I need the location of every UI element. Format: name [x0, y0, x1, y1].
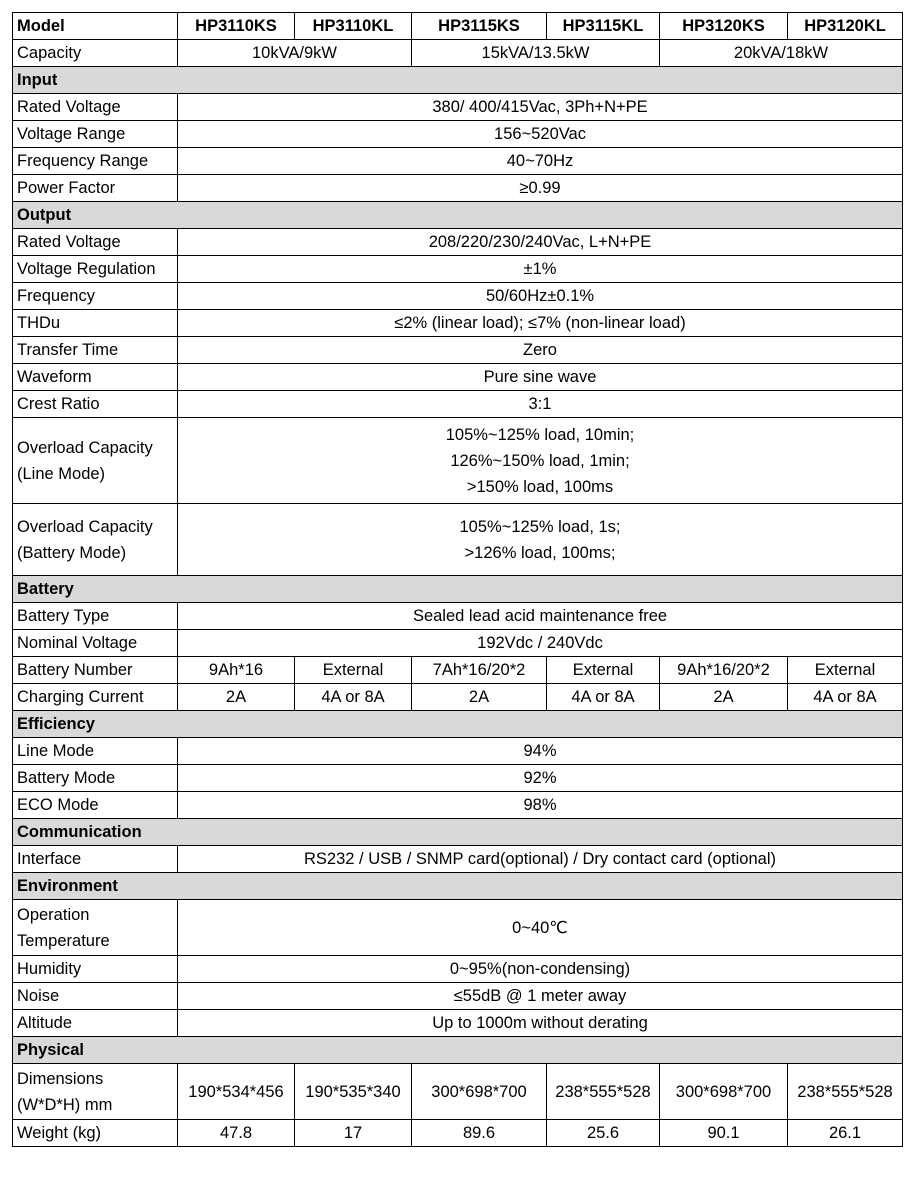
table-row [13, 504, 903, 576]
section-header [13, 67, 903, 94]
row-value: 0~40℃ [178, 900, 903, 956]
row-value: Sealed lead acid maintenance free [178, 603, 903, 630]
section-header [13, 873, 903, 900]
model-name: HP3120KL [788, 13, 903, 40]
row-label: Battery Number [13, 657, 178, 684]
label-line: (Battery Mode) [17, 543, 127, 562]
table-row [13, 738, 903, 765]
row-label: THDu [13, 310, 178, 337]
row-value: ≥0.99 [178, 175, 903, 202]
row-value: 9Ah*16 [178, 657, 295, 684]
table-row [13, 603, 903, 630]
table-row [13, 1064, 903, 1120]
section-header [13, 1037, 903, 1064]
label-line: (W*D*H) mm [17, 1095, 113, 1114]
table-row [13, 846, 903, 873]
row-value: 300*698*700 [412, 1064, 547, 1120]
row-value: 208/220/230/240Vac, L+N+PE [178, 229, 903, 256]
row-label: Charging Current [13, 684, 178, 711]
row-value: 238*555*528 [788, 1064, 903, 1120]
row-label: Capacity [13, 40, 178, 67]
row-value: Up to 1000m without derating [178, 1010, 903, 1037]
section-header [13, 202, 903, 229]
model-label: Model [13, 13, 178, 40]
table-row [13, 1120, 903, 1147]
row-value: 7Ah*16/20*2 [412, 657, 547, 684]
row-label [13, 1064, 178, 1120]
row-value: External [295, 657, 412, 684]
table-row [13, 657, 903, 684]
section-header [13, 819, 903, 846]
section-title: Physical [13, 1037, 903, 1064]
row-value: 25.6 [547, 1120, 660, 1147]
row-value: 47.8 [178, 1120, 295, 1147]
row-label: ECO Mode [13, 792, 178, 819]
table-row [13, 391, 903, 418]
row-value: Zero [178, 337, 903, 364]
row-value: External [547, 657, 660, 684]
table-row [13, 418, 903, 504]
row-label: Waveform [13, 364, 178, 391]
row-label: Nominal Voltage [13, 630, 178, 657]
row-value: 2A [660, 684, 788, 711]
row-label: Voltage Regulation [13, 256, 178, 283]
row-value: 192Vdc / 240Vdc [178, 630, 903, 657]
table-row [13, 684, 903, 711]
row-label: Noise [13, 983, 178, 1010]
row-value: 380/ 400/415Vac, 3Ph+N+PE [178, 94, 903, 121]
row-label: Battery Mode [13, 765, 178, 792]
row-value: 50/60Hz±0.1% [178, 283, 903, 310]
row-value: 10kVA/9kW [178, 40, 412, 67]
row-value: 156~520Vac [178, 121, 903, 148]
header-row [13, 13, 903, 40]
row-value [178, 418, 903, 504]
row-value: 17 [295, 1120, 412, 1147]
section-title: Communication [13, 819, 903, 846]
table-row [13, 765, 903, 792]
section-title: Battery [13, 576, 903, 603]
row-value: 40~70Hz [178, 148, 903, 175]
value-line: >126% load, 100ms; [464, 543, 616, 562]
row-label: Frequency [13, 283, 178, 310]
row-value: Pure sine wave [178, 364, 903, 391]
label-line: Temperature [17, 931, 110, 950]
table-row [13, 630, 903, 657]
row-value: ≤2% (linear load); ≤7% (non-linear load) [178, 310, 903, 337]
model-name: HP3115KS [412, 13, 547, 40]
row-value: RS232 / USB / SNMP card(optional) / Dry contact card (optional) [178, 846, 903, 873]
value-line: >150% load, 100ms [466, 477, 614, 496]
table-row [13, 283, 903, 310]
section-header [13, 576, 903, 603]
row-label: Interface [13, 846, 178, 873]
spec-table [12, 12, 903, 1147]
row-label: Battery Type [13, 603, 178, 630]
row-label: Frequency Range [13, 148, 178, 175]
row-label: Line Mode [13, 738, 178, 765]
section-title: Input [13, 67, 903, 94]
row-value: 4A or 8A [788, 684, 903, 711]
table-row [13, 148, 903, 175]
value-line: 105%~125% load, 1s; [459, 517, 621, 536]
model-name: HP3120KS [660, 13, 788, 40]
table-row [13, 1010, 903, 1037]
row-label: Altitude [13, 1010, 178, 1037]
row-value: 20kVA/18kW [660, 40, 903, 67]
row-value: ±1% [178, 256, 903, 283]
row-value: 90.1 [660, 1120, 788, 1147]
label-line: Operation [17, 905, 90, 924]
row-label [13, 418, 178, 504]
row-value: 15kVA/13.5kW [412, 40, 660, 67]
section-title: Efficiency [13, 711, 903, 738]
label-line: Dimensions [17, 1069, 104, 1088]
row-label [13, 900, 178, 956]
row-value: 9Ah*16/20*2 [660, 657, 788, 684]
row-label: Humidity [13, 956, 178, 983]
table-row [13, 983, 903, 1010]
section-header [13, 711, 903, 738]
row-label: Crest Ratio [13, 391, 178, 418]
row-value: External [788, 657, 903, 684]
section-title: Environment [13, 873, 903, 900]
row-value: 26.1 [788, 1120, 903, 1147]
table-row [13, 956, 903, 983]
row-label: Rated Voltage [13, 94, 178, 121]
row-value: 0~95%(non-condensing) [178, 956, 903, 983]
row-value: ≤55dB @ 1 meter away [178, 983, 903, 1010]
row-value: 92% [178, 765, 903, 792]
section-title: Output [13, 202, 903, 229]
table-row [13, 229, 903, 256]
row-label [13, 504, 178, 576]
row-value: 4A or 8A [295, 684, 412, 711]
label-line: (Line Mode) [17, 464, 106, 483]
model-name: HP3110KL [295, 13, 412, 40]
row-label: Transfer Time [13, 337, 178, 364]
row-label: Voltage Range [13, 121, 178, 148]
value-line: 105%~125% load, 10min; [445, 425, 635, 444]
row-value: 2A [178, 684, 295, 711]
row-value: 3:1 [178, 391, 903, 418]
row-value: 4A or 8A [547, 684, 660, 711]
row-value: 300*698*700 [660, 1064, 788, 1120]
row-value: 94% [178, 738, 903, 765]
table-row [13, 900, 903, 956]
row-value: 190*535*340 [295, 1064, 412, 1120]
row-label: Rated Voltage [13, 229, 178, 256]
value-line: 126%~150% load, 1min; [450, 451, 630, 470]
row-label: Power Factor [13, 175, 178, 202]
label-line: Overload Capacity [17, 438, 153, 457]
row-value: 98% [178, 792, 903, 819]
row-value: 238*555*528 [547, 1064, 660, 1120]
label-line: Overload Capacity [17, 517, 153, 536]
row-value [178, 504, 903, 576]
table-row [13, 792, 903, 819]
row-value: 2A [412, 684, 547, 711]
row-label: Weight (kg) [13, 1120, 178, 1147]
row-value: 190*534*456 [178, 1064, 295, 1120]
table-row [13, 310, 903, 337]
table-row [13, 94, 903, 121]
table-row [13, 121, 903, 148]
table-row [13, 364, 903, 391]
row-value: 89.6 [412, 1120, 547, 1147]
model-name: HP3115KL [547, 13, 660, 40]
table-row [13, 175, 903, 202]
table-row [13, 40, 903, 67]
table-row [13, 337, 903, 364]
table-row [13, 256, 903, 283]
model-name: HP3110KS [178, 13, 295, 40]
